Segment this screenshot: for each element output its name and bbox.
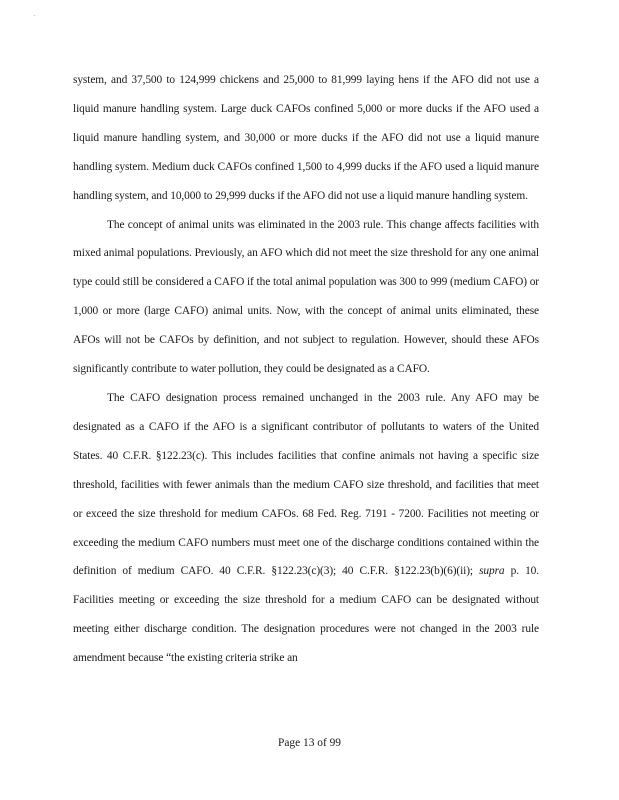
designation-text-end: p. 10. Facilities meeting or exceeding the size threshold for a medium CAFO can be designated without meeting either discharge condition. The designation procedures were not changed in the 2003 rule amendment because “the existing criteria strike an — [73, 565, 540, 665]
paragraph-animal-units: The concept of animal units was eliminated in the 2003 rule. This change affects facilities with mixed animal populations. Previously, an AFO which did not meet the size threshold for any one animal type could still be considered a CAFO if the total animal population was 300 to 999 (medium CAFO) or 1,000 or more (large CAFO) animal units. Now, with the concept of animal units eliminated, these AFOs will not be CAFOs by definition, and not subject to regulation. However, should these AFOs significantly contribute to water pollution, they could be designated as a CAFO. — [73, 218, 539, 376]
supra-citation: supra — [479, 565, 505, 578]
designation-text-start: The CAFO designation process remained unchanged in the 2003 rule. Any AFO may be designated as a CAFO if the AFO is a significant contributor of pollutants to waters of the United States. 40 C.F.R. §122.23(c). This includes facilities that confine animals not having a specific size threshold, facilities with fewer animals than the medium CAFO size threshold, and facilities that meet or exceed the size threshold for medium CAFOs. 68 Fed. Reg. 7191 - 7200. Facilities not meeting or exceeding the medium CAFO numbers must meet one of the discharge conditions contained within the definition of medium CAFO. 40 C.F.R. §122.23(c)(3); 40 C.F.R. §122.23(b)(6)(ii); — [73, 391, 539, 578]
page-number: Page 13 of 99 — [278, 737, 341, 749]
paragraph-poultry-thresholds: system, and 37,500 to 124,999 chickens and 25,000 to 81,999 laying hens if the AFO did not use a liquid manure handling system. Large duck CAFOs confined 5,000 or more ducks if the AFO used a liquid manure handling system, and 30,000 or more ducks if the AFO did not use a liquid manure handling system. Medium duck CAFOs confined 1,500 to 4,999 ducks if the AFO used a liquid manure handling system, and 10,000 to 29,999 ducks if the AFO did not use a liquid manure handling system. — [73, 74, 539, 202]
scan-mark: . — [34, 12, 36, 18]
body-text — [73, 66, 539, 673]
paragraph-designation-process — [73, 384, 539, 673]
